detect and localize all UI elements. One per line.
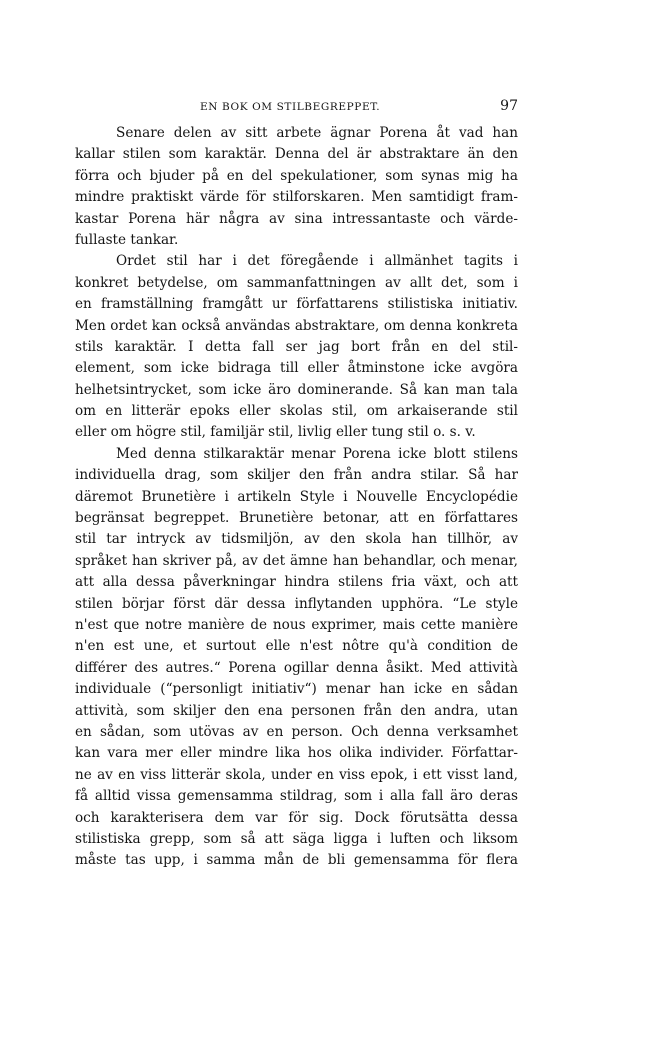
text-line: Senare delen av sitt arbete ägnar Porena åt vad han [116,125,518,141]
text-line: kallar stilen som karaktär. Denna del är abstraktare än den [75,146,518,163]
text-line: Ordet stil har i det föregående i allmänhet tagits i [116,253,518,270]
text-line: Men ordet kan också användas abstraktare, om denna konkreta [75,317,518,334]
text-line: att alla dessa påverkningar hindra stilens fria växt, och att [75,574,518,591]
text-line: attività, som skiljer den ena personen från den andra, utan [75,702,518,719]
body-text [75,123,518,872]
text-line: fullaste tankar. [75,231,179,248]
text-line: förra och bjuder på en del spekulationer, som synas mig ha [75,167,518,184]
text-line: begränsat begreppet. Brunetière betonar, att en författares [75,510,518,527]
text-line: différer des autres.“ Porena ogillar denna åsikt. Med attività [75,659,518,676]
text-line: måste tas upp, i samma mån de bli gemensamma för flera [75,852,518,869]
text-line: stil tar intryck av tidsmiljön, av den skola han tillhör, av [75,531,518,548]
text-line: och karakterisera dem var för sig. Dock förutsätta dessa [75,809,518,826]
text-line: n'en est une, et surtout elle n'est nôtre qu'à condition de [75,638,518,655]
text-line: stils karaktär. I detta fall ser jag bort från en del stil- [75,338,518,355]
text-line: element, som icke bidraga till eller åtminstone icke avgöra [75,360,518,377]
text-line: stilistiska grepp, som så att säga ligga i luften och liksom [75,830,518,847]
text-line: ne av en viss litterär skola, under en viss epok, i ett visst land, [75,766,518,783]
text-line: helhetsintrycket, som icke äro dominerande. Så kan man tala [75,381,518,398]
text-line: individuella drag, som skiljer den från andra stilar. Så har [75,467,518,484]
text-line: stilen börjar först där dessa inflytanden upphöra. “Le style [75,595,518,612]
text-line: individuale (“personligt initiativ“) menar han icke en sådan [75,681,518,698]
text-line: få alltid vissa gemensamma stildrag, som i alla fall äro deras [75,788,518,805]
text-line: däremot Brunetière i artikeln Style i Nouvelle Encyclopédie [75,488,518,505]
text-line: mindre praktiskt värde för stilforskaren. Men samtidigt fram- [75,189,518,206]
text-line: en sådan, som utövas av en person. Och denna verksamhet [75,723,518,740]
text-line: n'est que notre manière de nous exprimer, mais cette manière [75,616,518,633]
running-head: EN BOK OM STILBEGREPPET. [200,101,381,113]
text-line: konkret betydelse, om sammanfattningen av allt det, som i [75,274,518,291]
text-line: om en litterär epoks eller skolas stil, om arkaiserande stil [75,403,518,420]
text-line: kastar Porena här några av sina intressantaste och värde- [75,210,518,227]
page-number: 97 [500,98,518,114]
text-line: Med denna stilkaraktär menar Porena icke blott stilens [116,445,518,462]
text-line: eller om högre stil, familjär stil, livlig eller tung stil o. s. v. [75,424,476,441]
text-line: kan vara mer eller mindre lika hos olika individer. Författar- [75,745,518,762]
text-line: språket han skriver på, av det ämne han behandlar, och menar, [75,552,518,569]
text-line: en framställning framgått ur författarens stilistiska initiativ. [75,296,518,313]
